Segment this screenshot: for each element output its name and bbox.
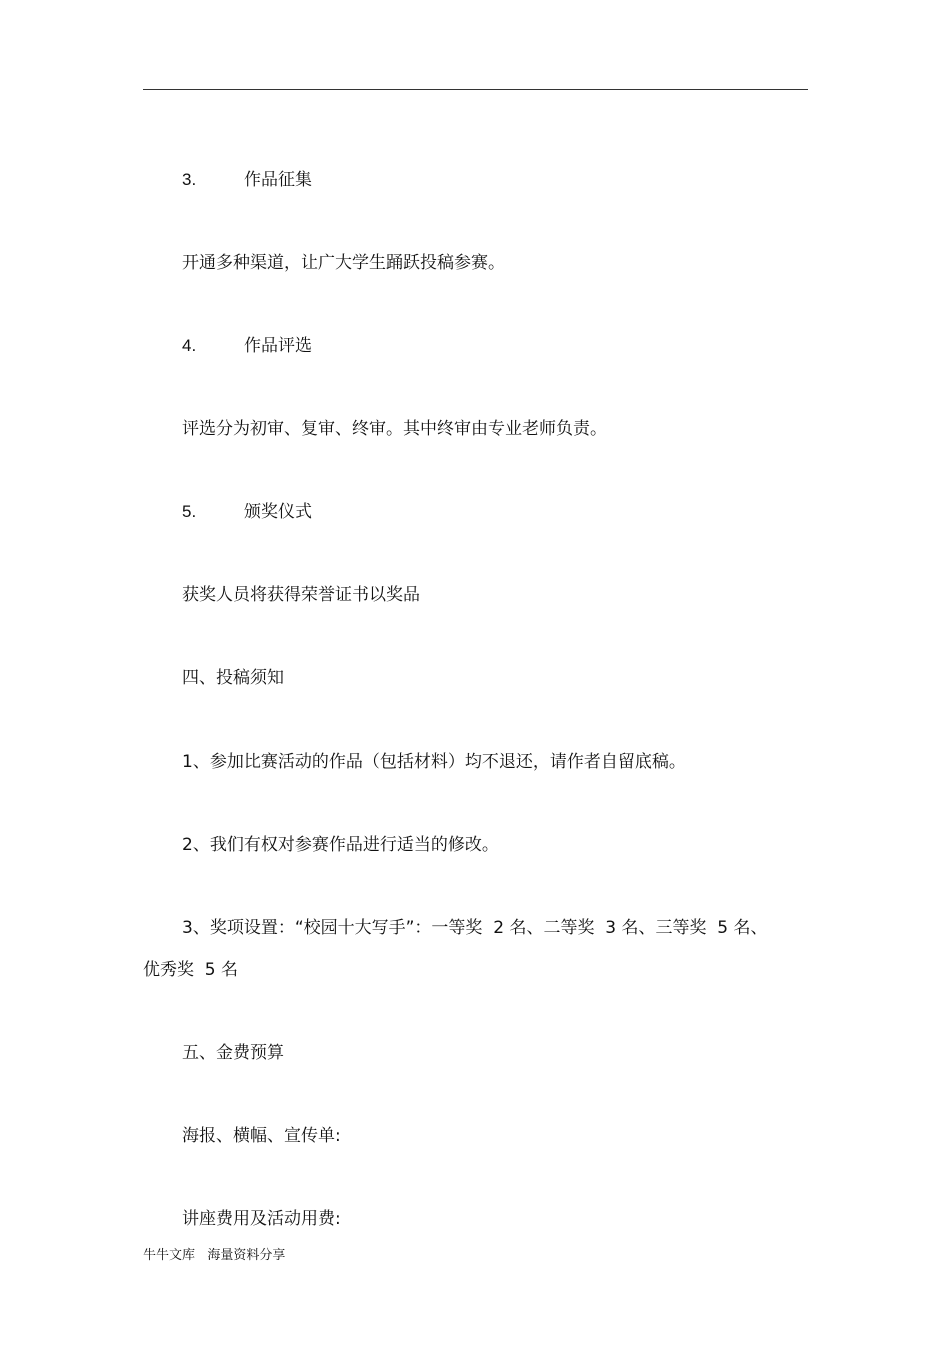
section-number: 3.	[182, 170, 197, 189]
paragraph-selection: 评选分为初审、复审、终审。其中终审由专业老师负责。	[182, 419, 607, 439]
section-number: 4.	[182, 336, 197, 355]
budget-item-1: 海报、横幅、宣传单:	[182, 1126, 341, 1146]
paragraph-collection: 开通多种渠道，让广大学生踊跃投稿参赛。	[182, 253, 505, 273]
footer-text: 牛牛文库 海量资料分享	[143, 1248, 286, 1263]
notice-item-3: 3、奖项设置：“校园十大写手”：一等奖 2 名、二等奖 3 名、三等奖 5 名、	[182, 918, 768, 938]
section-title: 颁奖仪式	[244, 502, 312, 522]
notice-item-3-continued: 优秀奖 5 名	[143, 960, 239, 980]
budget-item-2: 讲座费用及活动用费:	[182, 1209, 341, 1229]
notice-item-1: 1、参加比赛活动的作品（包括材料）均不退还，请作者自留底稿。	[182, 752, 686, 772]
section-number: 5.	[182, 502, 197, 521]
paragraph-award: 获奖人员将获得荣誉证书以奖品	[182, 585, 420, 605]
header-rule	[143, 89, 808, 90]
section-title: 作品征集	[244, 170, 312, 190]
section-title: 作品评选	[244, 336, 312, 356]
notice-heading: 四、投稿须知	[182, 668, 284, 688]
notice-item-2: 2、我们有权对参赛作品进行适当的修改。	[182, 835, 499, 855]
budget-heading: 五、金费预算	[182, 1043, 284, 1063]
